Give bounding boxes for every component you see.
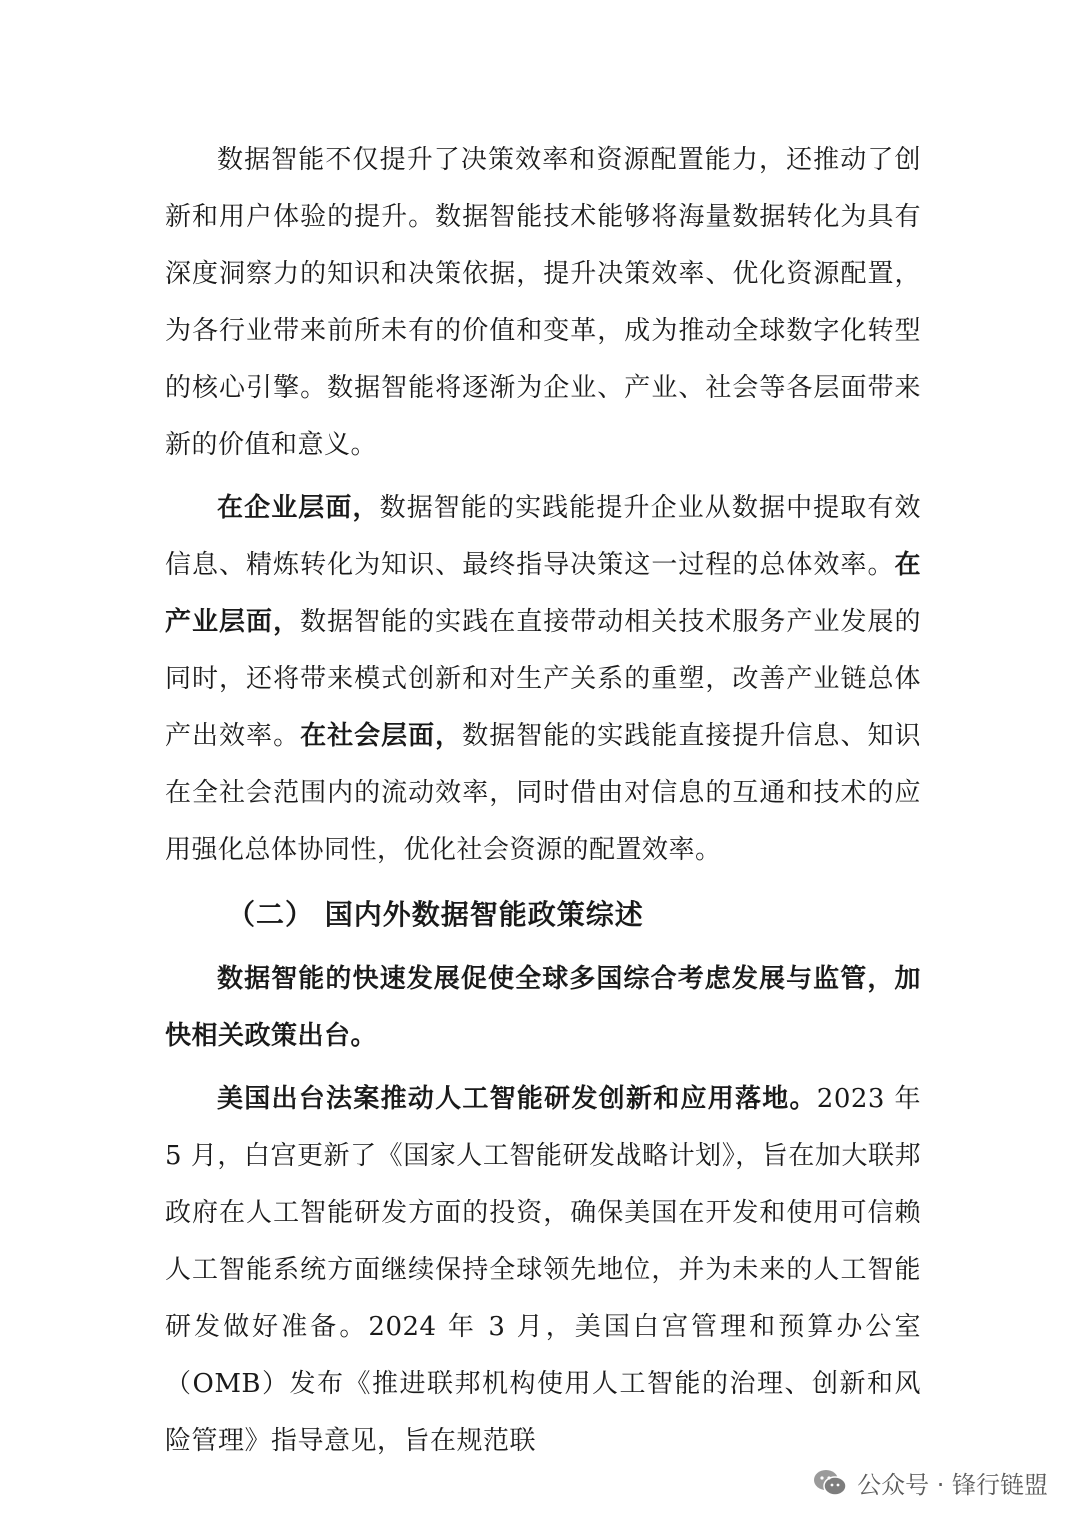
- wechat-icon: [813, 1468, 847, 1498]
- paragraph-text: 数据智能的快速发展促使全球多国综合考虑发展与监管，加快相关政策出台。: [165, 964, 921, 1051]
- enterprise-label: 在企业层面，: [217, 493, 380, 523]
- industry-text: 数据智能的实践在直接带动相关技术服务产业发展的同时，还将带来模式创新和对生产关系的重塑，改善产业链总体产出效率。: [165, 607, 921, 751]
- paragraph-policy-intro: [165, 951, 921, 1065]
- enterprise-text: 数据智能的实践能提升企业从数据中提取有效信息、精炼转化为知识、最终指导决策这一过程的总体效率。: [165, 493, 921, 580]
- paragraph-data-intelligence-value: [165, 132, 921, 474]
- us-policy-lead: 美国出台法案推动人工智能研发创新和应用落地。: [217, 1084, 817, 1114]
- watermark: [813, 1465, 1048, 1500]
- society-label: 在社会层面，: [300, 721, 463, 751]
- society-text: 数据智能的实践能直接提升信息、知识在全社会范围内的流动效率，同时借由对信息的互通和技术的应用强化总体协同性，优化社会资源的配置效率。: [165, 721, 921, 865]
- industry-label: 在产业层面，: [165, 550, 921, 637]
- watermark-text: 公众号 · 锋行链盟: [857, 1471, 1048, 1499]
- document-body: [165, 132, 921, 1470]
- paragraph-text: 数据智能不仅提升了决策效率和资源配置能力，还推动了创新和用户体验的提升。数据智能技术能够将海量数据转化为具有深度洞察力的知识和决策依据，提升决策效率、优化资源配置，为各行业带来前所未有的价值和变革，成为推动全球数字化转型的核心引擎。数据智能将逐渐为企业、产业、社会等各层面带来新的价值和意义。: [165, 145, 921, 460]
- us-policy-text: 2023 年 5 月，白宫更新了《国家人工智能研发战略计划》，旨在加大联邦政府在人工智能研发方面的投资，确保美国在开发和使用可信赖人工智能系统方面继续保持全球领先地位，并为未来的人工智能研发做好准备。2024 年 3 月，美国白宫管理和预算办公室（OMB）发布《推进联邦机构使用人工智能的治理、创新和风险管理》指导意见，旨在规范联: [165, 1084, 921, 1456]
- paragraph-levels: [165, 480, 921, 879]
- section-heading: （二） 国内外数据智能政策综述: [227, 898, 644, 931]
- paragraph-us-policy: [165, 1071, 921, 1470]
